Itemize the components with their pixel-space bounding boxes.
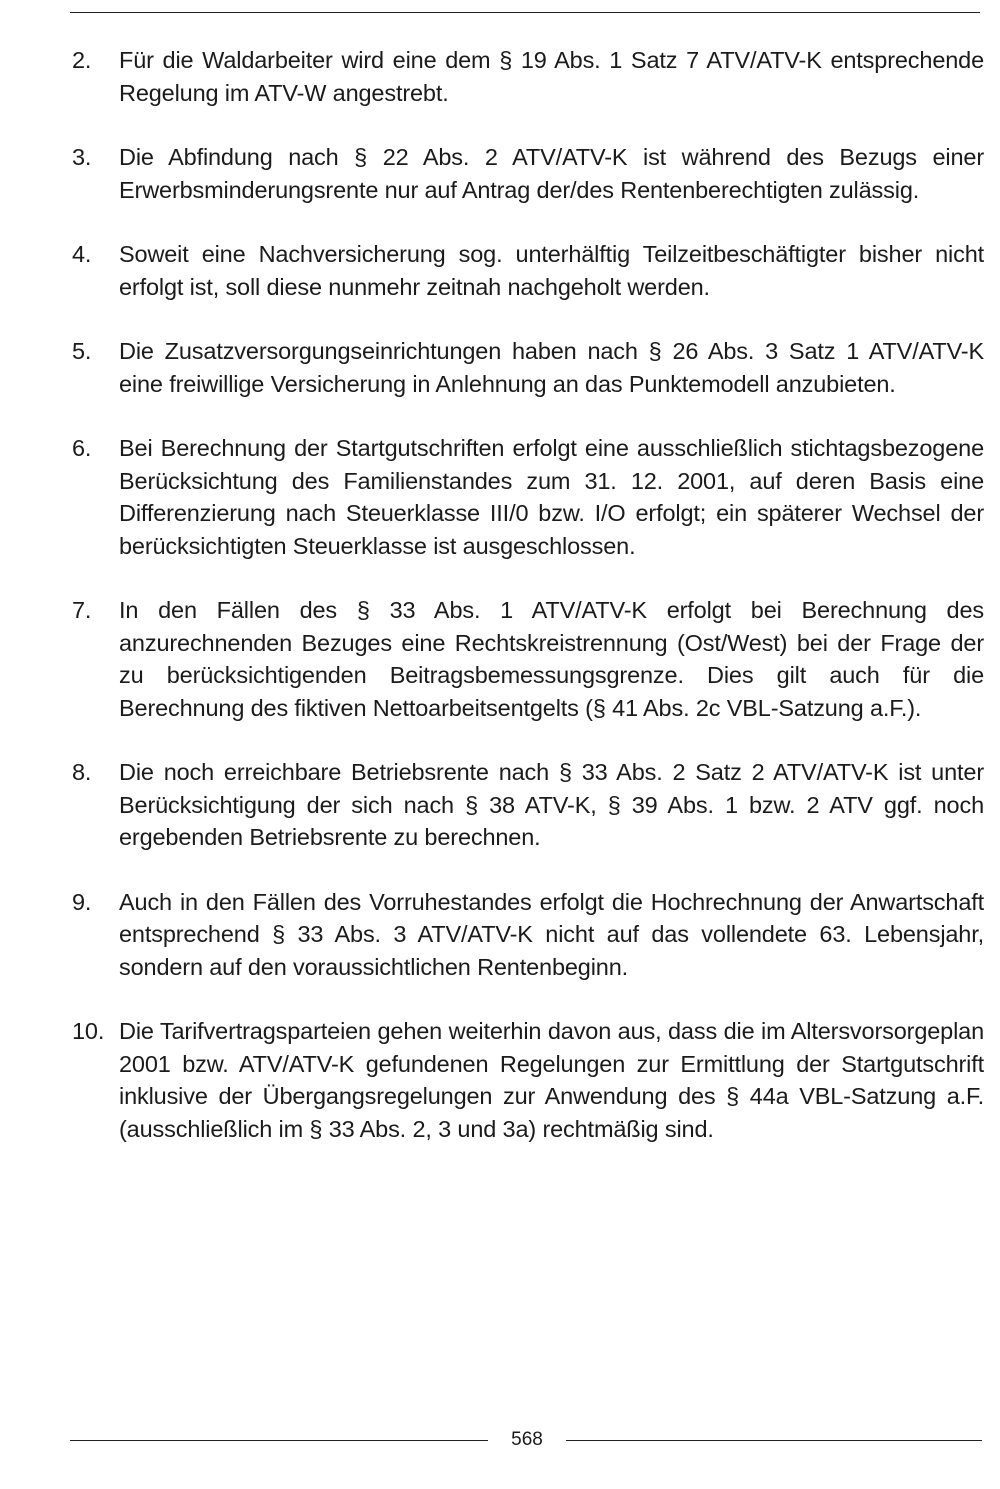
list-item [72,756,984,854]
item-text: Für die Waldarbeiter wird eine dem § 19 Abs. 1 Satz 7 ATV/ATV-K entsprechende Regelung im ATV-W angestrebt. [119,47,984,106]
item-text: Die Tarifvertragsparteien gehen weiterhin davon aus, dass die im Altersvorsorgeplan 2001 bzw. ATV/ATV-K gefundenen Regelungen zur Ermittlung der Startgutschrift inklusive der Übergangsregelungen zur Anwendung des § 44a VBL-Satzung a.F. (ausschließlich im § 33 Abs. 2, 3 und 3a) rechtmäßig sind. [119,1018,984,1142]
top-rule [70,12,980,13]
item-text: Die noch erreichbare Betriebsrente nach § 33 Abs. 2 Satz 2 ATV/ATV-K ist unter Berücksichtigung der sich nach § 38 ATV-K, § 39 Abs. 1 bzw. 2 ATV ggf. noch ergebenden Betriebsrente zu berechnen. [119,759,984,850]
list-item [72,1015,984,1145]
list-item [72,238,984,303]
item-number: 10. [72,1018,105,1044]
list-item [72,432,984,562]
item-text: Soweit eine Nachversicherung sog. unterhälftig Teilzeitbeschäftigter bisher nicht erfolgt ist, soll diese nunmehr zeitnah nachgeholt werden. [119,241,984,300]
list-item [72,335,984,400]
list-item [72,44,984,109]
footer-rule-right [566,1440,982,1441]
numbered-list [72,44,984,1177]
page-number: 568 [511,1429,543,1450]
item-text: Die Abfindung nach § 22 Abs. 2 ATV/ATV-K ist während des Bezugs einer Erwerbsminderungsrente nur auf Antrag der/des Rentenberechtigten zulässig. [119,144,984,203]
item-text: Bei Berechnung der Startgutschriften erfolgt eine ausschließlich stichtagsbezogene Berücksichtung des Familienstandes zum 31. 12. 2001, auf deren Basis eine Differenzierung nach Steuerklasse III/0 bzw. I/O erfolgt; ein späterer Wechsel der berücksichtigten Steuerklasse ist ausgeschlossen. [119,435,984,559]
page-footer [70,1428,982,1452]
footer-rule-left [70,1440,488,1441]
item-number: 6. [72,435,92,461]
item-number: 2. [72,47,92,73]
item-number: 3. [72,144,92,170]
list-item [72,594,984,724]
item-text: In den Fällen des § 33 Abs. 1 ATV/ATV-K erfolgt bei Berechnung des anzurechnenden Bezuges eine Rechtskreistrennung (Ost/West) bei der Frage der zu berücksichtigenden Beitragsbemessungsgrenze. Dies gilt auch für die Berechnung des fiktiven Nettoarbeitsentgelts (§ 41 Abs. 2c VBL-Satzung a.F.). [119,597,984,721]
item-text: Auch in den Fällen des Vorruhestandes erfolgt die Hochrechnung der Anwartschaft entsprechend § 33 Abs. 3 ATV/ATV-K nicht auf das vollendete 63. Lebensjahr, sondern auf den voraussichtlichen Rentenbeginn. [119,888,984,980]
item-number: 8. [72,759,92,785]
list-item [72,886,984,984]
item-number: 5. [72,338,92,364]
item-number: 4. [72,241,92,267]
item-text: Die Zusatzversorgungseinrichtungen haben nach § 26 Abs. 3 Satz 1 ATV/ATV-K eine freiwillige Versicherung in Anlehnung an das Punktemodell anzubieten. [119,338,984,397]
list-item [72,141,984,206]
item-number: 9. [72,888,92,915]
item-number: 7. [72,597,92,623]
